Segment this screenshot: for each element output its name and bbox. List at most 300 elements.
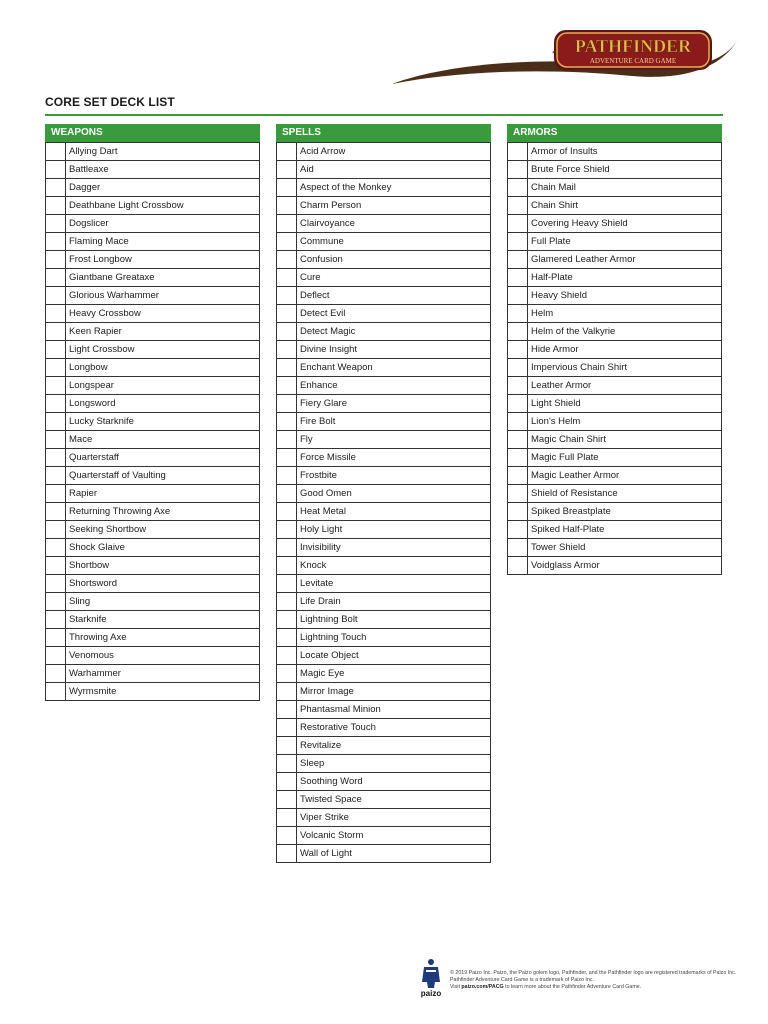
list-item — [508, 161, 722, 179]
card-name: Enhance — [297, 377, 491, 395]
checkbox[interactable] — [277, 197, 297, 215]
checkbox[interactable] — [508, 197, 528, 215]
card-name: Shield of Resistance — [528, 485, 722, 503]
footer-copyright: © 2019 Paizo Inc. Paizo, the Paizo golem logo, Pathfinder, and the Pathfinder logo are registered trademarks of Paizo Inc. — [450, 970, 737, 976]
checkbox[interactable] — [277, 395, 297, 413]
card-name: Mace — [66, 431, 260, 449]
checkbox[interactable] — [277, 413, 297, 431]
card-name: Frostbite — [297, 467, 491, 485]
checkbox[interactable] — [46, 215, 66, 233]
checkbox[interactable] — [277, 683, 297, 701]
card-name: Longspear — [66, 377, 260, 395]
checkbox[interactable] — [46, 557, 66, 575]
checkbox[interactable] — [508, 143, 528, 161]
card-name: Spiked Half-Plate — [528, 521, 722, 539]
card-name: Commune — [297, 233, 491, 251]
checkbox[interactable] — [508, 521, 528, 539]
list-item — [277, 557, 491, 575]
checkbox[interactable] — [46, 377, 66, 395]
checkbox[interactable] — [508, 467, 528, 485]
list-item — [508, 377, 722, 395]
checkbox[interactable] — [508, 305, 528, 323]
list-item — [46, 287, 260, 305]
card-name: Sleep — [297, 755, 491, 773]
card-name: Battleaxe — [66, 161, 260, 179]
checkbox[interactable] — [508, 287, 528, 305]
list-item — [277, 215, 491, 233]
title-divider — [45, 114, 723, 116]
list-item — [508, 269, 722, 287]
card-name: Sling — [66, 593, 260, 611]
card-name: Charm Person — [297, 197, 491, 215]
checkbox[interactable] — [277, 737, 297, 755]
list-item — [277, 827, 491, 845]
list-item — [46, 647, 260, 665]
card-name: Venomous — [66, 647, 260, 665]
card-name: Brute Force Shield — [528, 161, 722, 179]
list-item — [46, 413, 260, 431]
checkbox[interactable] — [46, 683, 66, 701]
card-name: Full Plate — [528, 233, 722, 251]
footer-trademark: Pathfinder Adventure Card Game is a trademark of Paizo Inc. — [450, 977, 594, 983]
list-item — [277, 737, 491, 755]
card-name: Armor of Insults — [528, 143, 722, 161]
list-item — [508, 521, 722, 539]
list-item — [277, 377, 491, 395]
checkbox[interactable] — [508, 323, 528, 341]
card-name: Helm — [528, 305, 722, 323]
checkbox[interactable] — [277, 773, 297, 791]
checkbox[interactable] — [277, 485, 297, 503]
list-item — [508, 539, 722, 557]
checkbox[interactable] — [46, 431, 66, 449]
card-name: Life Drain — [297, 593, 491, 611]
list-item — [277, 467, 491, 485]
card-name: Mirror Image — [297, 683, 491, 701]
checkbox[interactable] — [277, 233, 297, 251]
list-item — [46, 251, 260, 269]
list-item — [277, 233, 491, 251]
card-name: Divine Insight — [297, 341, 491, 359]
list-item — [46, 161, 260, 179]
card-name: Covering Heavy Shield — [528, 215, 722, 233]
card-name: Deathbane Light Crossbow — [66, 197, 260, 215]
card-name: Magic Full Plate — [528, 449, 722, 467]
checkbox[interactable] — [46, 413, 66, 431]
list-item — [508, 323, 722, 341]
list-item — [508, 467, 722, 485]
list-item — [277, 683, 491, 701]
checkbox[interactable] — [46, 287, 66, 305]
checkbox[interactable] — [277, 251, 297, 269]
checkbox[interactable] — [277, 323, 297, 341]
list-item — [277, 305, 491, 323]
weapons-column — [45, 124, 260, 701]
list-item — [277, 449, 491, 467]
card-name: Chain Shirt — [528, 197, 722, 215]
checkbox[interactable] — [277, 845, 297, 863]
checkbox[interactable] — [277, 341, 297, 359]
checkbox[interactable] — [277, 377, 297, 395]
logo-title: PATHFINDER — [574, 36, 692, 56]
card-name: Fire Bolt — [297, 413, 491, 431]
card-name: Hide Armor — [528, 341, 722, 359]
checkbox[interactable] — [508, 503, 528, 521]
checkbox[interactable] — [46, 305, 66, 323]
list-item — [277, 701, 491, 719]
list-item — [277, 845, 491, 863]
card-name: Fly — [297, 431, 491, 449]
card-name: Magic Chain Shirt — [528, 431, 722, 449]
card-name: Longbow — [66, 359, 260, 377]
card-name: Flaming Mace — [66, 233, 260, 251]
card-name: Magic Eye — [297, 665, 491, 683]
list-item — [46, 395, 260, 413]
list-item — [46, 467, 260, 485]
list-item — [46, 449, 260, 467]
checkbox[interactable] — [277, 161, 297, 179]
list-item — [277, 251, 491, 269]
card-name: Detect Magic — [297, 323, 491, 341]
card-name: Levitate — [297, 575, 491, 593]
card-name: Viper Strike — [297, 809, 491, 827]
card-name: Leather Armor — [528, 377, 722, 395]
list-item — [508, 449, 722, 467]
list-item — [508, 287, 722, 305]
list-item — [277, 647, 491, 665]
checkbox[interactable] — [277, 143, 297, 161]
card-name: Twisted Space — [297, 791, 491, 809]
list-item — [277, 773, 491, 791]
card-name: Knock — [297, 557, 491, 575]
list-item — [277, 413, 491, 431]
checkbox[interactable] — [508, 395, 528, 413]
card-name: Keen Rapier — [66, 323, 260, 341]
checkbox[interactable] — [46, 485, 66, 503]
card-name: Glamered Leather Armor — [528, 251, 722, 269]
checkbox[interactable] — [277, 431, 297, 449]
card-name: Cure — [297, 269, 491, 287]
list-item — [46, 665, 260, 683]
checkbox[interactable] — [508, 449, 528, 467]
checkbox[interactable] — [277, 539, 297, 557]
card-name: Lucky Starknife — [66, 413, 260, 431]
card-name: Shortbow — [66, 557, 260, 575]
checkbox[interactable] — [277, 449, 297, 467]
list-item — [46, 305, 260, 323]
checkbox[interactable] — [46, 233, 66, 251]
card-name: Half-Plate — [528, 269, 722, 287]
checkbox[interactable] — [46, 629, 66, 647]
checkbox[interactable] — [277, 575, 297, 593]
list-item — [277, 269, 491, 287]
list-item — [508, 395, 722, 413]
list-item — [46, 341, 260, 359]
card-name: Impervious Chain Shirt — [528, 359, 722, 377]
checkbox[interactable] — [46, 647, 66, 665]
card-name: Aid — [297, 161, 491, 179]
checkbox[interactable] — [508, 413, 528, 431]
checkbox[interactable] — [277, 503, 297, 521]
card-name: Soothing Word — [297, 773, 491, 791]
card-name: Longsword — [66, 395, 260, 413]
checkbox[interactable] — [508, 431, 528, 449]
card-name: Invisibility — [297, 539, 491, 557]
checkbox[interactable] — [277, 467, 297, 485]
checkbox[interactable] — [508, 341, 528, 359]
checkbox[interactable] — [508, 215, 528, 233]
list-item — [508, 359, 722, 377]
card-name: Volcanic Storm — [297, 827, 491, 845]
armors-list — [507, 142, 722, 575]
list-item — [46, 575, 260, 593]
card-name: Detect Evil — [297, 305, 491, 323]
list-item — [508, 233, 722, 251]
list-item — [46, 179, 260, 197]
list-item — [277, 539, 491, 557]
card-name: Wall of Light — [297, 845, 491, 863]
card-name: Light Crossbow — [66, 341, 260, 359]
list-item — [277, 611, 491, 629]
card-name: Starknife — [66, 611, 260, 629]
card-name: Phantasmal Minion — [297, 701, 491, 719]
list-item — [277, 755, 491, 773]
armors-heading: ARMORS — [507, 124, 722, 142]
checkbox[interactable] — [277, 557, 297, 575]
page-title: CORE SET DECK LIST — [45, 95, 175, 109]
checkbox[interactable] — [46, 503, 66, 521]
checkbox[interactable] — [46, 593, 66, 611]
checkbox[interactable] — [277, 305, 297, 323]
list-item — [277, 431, 491, 449]
list-item — [46, 233, 260, 251]
card-name: Light Shield — [528, 395, 722, 413]
card-name: Rapier — [66, 485, 260, 503]
list-item — [277, 575, 491, 593]
checkbox[interactable] — [508, 269, 528, 287]
card-name: Spiked Breastplate — [528, 503, 722, 521]
list-item — [46, 611, 260, 629]
pathfinder-logo — [392, 22, 742, 102]
checkbox[interactable] — [508, 251, 528, 269]
checkbox[interactable] — [277, 827, 297, 845]
list-item — [277, 503, 491, 521]
list-item — [277, 521, 491, 539]
card-name: Lion's Helm — [528, 413, 722, 431]
checkbox[interactable] — [277, 665, 297, 683]
card-name: Wyrmsmite — [66, 683, 260, 701]
checkbox[interactable] — [46, 197, 66, 215]
checkbox[interactable] — [277, 287, 297, 305]
card-name: Lightning Bolt — [297, 611, 491, 629]
card-name: Allying Dart — [66, 143, 260, 161]
list-item — [277, 287, 491, 305]
card-name: Magic Leather Armor — [528, 467, 722, 485]
checkbox[interactable] — [46, 575, 66, 593]
list-item — [508, 143, 722, 161]
card-name: Fiery Glare — [297, 395, 491, 413]
list-item — [508, 197, 722, 215]
list-item — [46, 683, 260, 701]
list-item — [46, 323, 260, 341]
card-name: Shock Glaive — [66, 539, 260, 557]
checkbox[interactable] — [277, 755, 297, 773]
card-name: Quarterstaff — [66, 449, 260, 467]
card-name: Locate Object — [297, 647, 491, 665]
card-name: Restorative Touch — [297, 719, 491, 737]
card-name: Good Omen — [297, 485, 491, 503]
list-item — [508, 179, 722, 197]
list-item — [277, 593, 491, 611]
checkbox[interactable] — [46, 323, 66, 341]
checkbox[interactable] — [46, 251, 66, 269]
checkbox[interactable] — [46, 665, 66, 683]
list-item — [46, 557, 260, 575]
card-name: Dagger — [66, 179, 260, 197]
checkbox[interactable] — [508, 359, 528, 377]
list-item — [508, 503, 722, 521]
list-item — [277, 485, 491, 503]
list-item — [277, 179, 491, 197]
list-item — [46, 485, 260, 503]
card-name: Shortsword — [66, 575, 260, 593]
armors-column — [507, 124, 722, 575]
list-item — [508, 431, 722, 449]
card-name: Chain Mail — [528, 179, 722, 197]
card-name: Throwing Axe — [66, 629, 260, 647]
list-item — [277, 143, 491, 161]
checkbox[interactable] — [46, 539, 66, 557]
checkbox[interactable] — [277, 809, 297, 827]
list-item — [508, 251, 722, 269]
card-name: Enchant Weapon — [297, 359, 491, 377]
list-item — [508, 215, 722, 233]
spells-list — [276, 142, 491, 863]
list-item — [46, 521, 260, 539]
list-item — [277, 197, 491, 215]
checkbox[interactable] — [508, 377, 528, 395]
checkbox[interactable] — [508, 161, 528, 179]
checkbox[interactable] — [277, 269, 297, 287]
spells-column — [276, 124, 491, 863]
checkbox[interactable] — [46, 359, 66, 377]
list-item — [277, 395, 491, 413]
card-name: Glorious Warhammer — [66, 287, 260, 305]
list-item — [277, 359, 491, 377]
spells-heading: SPELLS — [276, 124, 491, 142]
checkbox[interactable] — [508, 539, 528, 557]
card-name: Seeking Shortbow — [66, 521, 260, 539]
card-name: Heat Metal — [297, 503, 491, 521]
list-item — [277, 809, 491, 827]
list-item — [46, 377, 260, 395]
list-item — [46, 629, 260, 647]
checkbox[interactable] — [46, 341, 66, 359]
checkbox[interactable] — [277, 701, 297, 719]
list-item — [277, 629, 491, 647]
checkbox[interactable] — [277, 521, 297, 539]
card-name: Aspect of the Monkey — [297, 179, 491, 197]
card-name: Voidglass Armor — [528, 557, 722, 575]
checkbox[interactable] — [46, 269, 66, 287]
checkbox[interactable] — [508, 557, 528, 575]
card-name: Revitalize — [297, 737, 491, 755]
footer-visit: Visit paizo.com/PACG to learn more about the Pathfinder Adventure Card Game. — [450, 984, 642, 990]
checkbox[interactable] — [277, 791, 297, 809]
checkbox[interactable] — [46, 611, 66, 629]
paizo-golem-logo — [418, 958, 444, 998]
checkbox[interactable] — [277, 359, 297, 377]
checkbox[interactable] — [277, 647, 297, 665]
card-name: Dogslicer — [66, 215, 260, 233]
list-item — [46, 269, 260, 287]
card-name: Helm of the Valkyrie — [528, 323, 722, 341]
list-item — [46, 539, 260, 557]
card-name: Warhammer — [66, 665, 260, 683]
card-name: Force Missile — [297, 449, 491, 467]
weapons-heading: WEAPONS — [45, 124, 260, 142]
checkbox[interactable] — [277, 593, 297, 611]
checkbox[interactable] — [508, 179, 528, 197]
list-item — [508, 557, 722, 575]
list-item — [508, 485, 722, 503]
card-name: Heavy Shield — [528, 287, 722, 305]
checkbox[interactable] — [46, 521, 66, 539]
list-item — [277, 161, 491, 179]
list-item — [508, 341, 722, 359]
checkbox[interactable] — [277, 179, 297, 197]
card-name: Heavy Crossbow — [66, 305, 260, 323]
list-item — [46, 359, 260, 377]
card-name: Acid Arrow — [297, 143, 491, 161]
checkbox[interactable] — [46, 449, 66, 467]
checkbox[interactable] — [46, 467, 66, 485]
card-name: Giantbane Greataxe — [66, 269, 260, 287]
list-item — [46, 431, 260, 449]
list-item — [508, 305, 722, 323]
list-item — [46, 503, 260, 521]
checkbox[interactable] — [277, 629, 297, 647]
list-item — [277, 719, 491, 737]
card-name: Deflect — [297, 287, 491, 305]
checkbox[interactable] — [508, 233, 528, 251]
card-name: Lightning Touch — [297, 629, 491, 647]
logo-subtitle: ADVENTURE CARD GAME — [589, 57, 677, 65]
card-name: Confusion — [297, 251, 491, 269]
checkbox[interactable] — [46, 161, 66, 179]
list-item — [46, 215, 260, 233]
footer-link[interactable]: paizo.com/PACG — [461, 984, 504, 990]
checkbox[interactable] — [46, 179, 66, 197]
footer-legal — [450, 970, 740, 991]
checkbox[interactable] — [277, 215, 297, 233]
checkbox[interactable] — [46, 395, 66, 413]
card-name: Returning Throwing Axe — [66, 503, 260, 521]
weapons-list — [45, 142, 260, 701]
list-item — [277, 791, 491, 809]
checkbox[interactable] — [277, 611, 297, 629]
card-name: Holy Light — [297, 521, 491, 539]
card-name: Frost Longbow — [66, 251, 260, 269]
checkbox[interactable] — [277, 719, 297, 737]
checkbox[interactable] — [46, 143, 66, 161]
list-item — [277, 665, 491, 683]
checkbox[interactable] — [508, 485, 528, 503]
card-name: Clairvoyance — [297, 215, 491, 233]
paizo-wordmark: paizo — [420, 989, 442, 998]
list-item — [508, 413, 722, 431]
list-item — [277, 323, 491, 341]
